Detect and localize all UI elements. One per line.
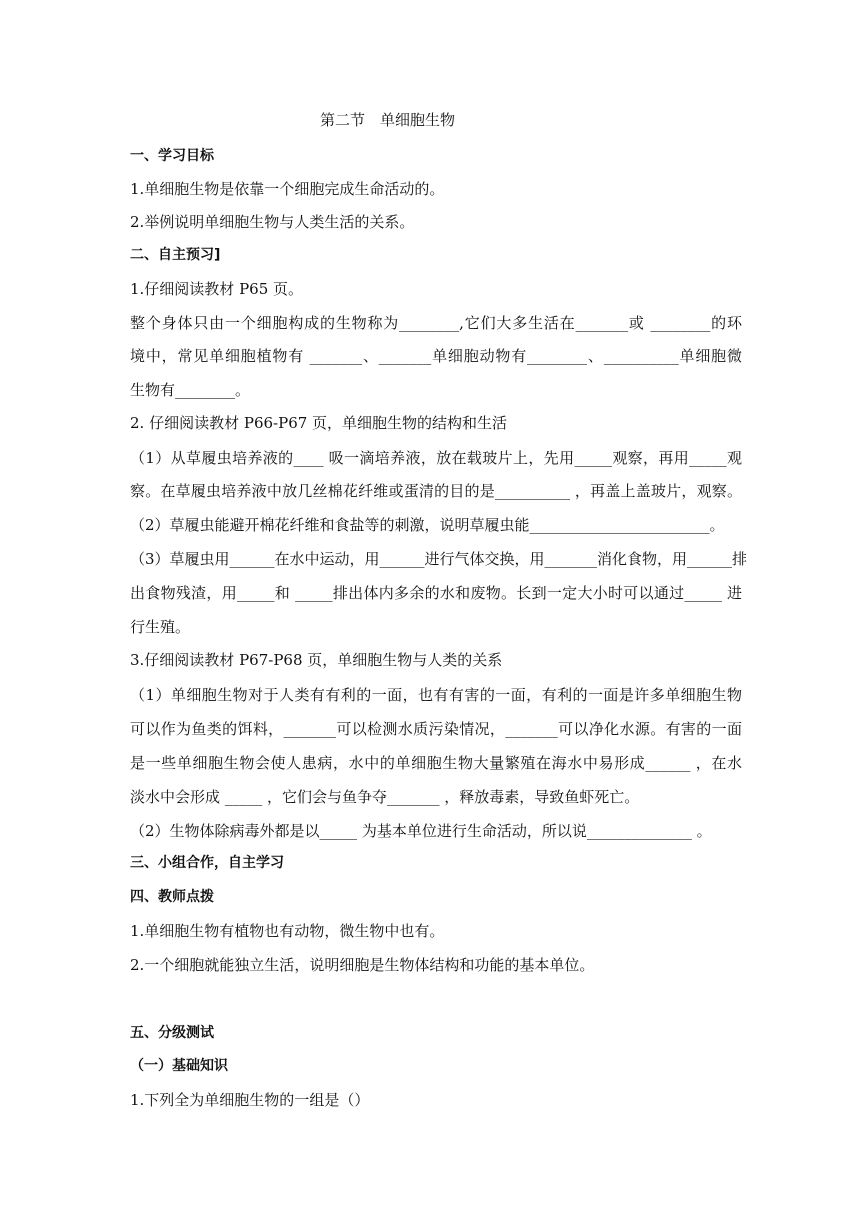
- section-heading: 三、小组合作，自主学习: [130, 855, 284, 871]
- paragraph-line: 察。在草履虫培养液中放几丝棉花纤维或蛋清的目的是__________ ，再盖上盖玻片，观察。: [130, 482, 742, 500]
- paragraph-line: 淡水中会形成 _____ ，它们会与鱼争夺_______ ，释放毒素，导致鱼虾死亡。: [130, 788, 640, 806]
- paragraph-line: 出食物残渣，用_____和 _____排出体内多余的水和废物。长到一定大小时可以通过_____ 进: [130, 584, 742, 602]
- paragraph-line: 可以作为鱼类的饵料，_______可以检测水质污染情况，_______可以净化水源。有害的一面: [130, 720, 742, 738]
- paragraph-line: 行生殖。: [130, 618, 191, 636]
- paragraph-line: 是一些单细胞生物会使人患病，水中的单细胞生物大量繁殖在海水中易形成______ ，在水: [130, 754, 742, 772]
- paragraph-line: （3）草履虫用______在水中运动，用______进行气体交换，用_______消化食物，用______排: [130, 550, 748, 568]
- section-heading: 五、分级测试: [130, 1025, 214, 1041]
- subsection-heading: （一）基础知识: [130, 1058, 228, 1074]
- paragraph-line: （2）草履虫能避开棉花纤维和食盐等的刺激，说明草履虫能________________________。: [130, 516, 725, 534]
- paragraph-line: 生物有________。: [130, 381, 251, 399]
- paragraph-line: （1）从草履虫培养液的____ 吸一滴培养液，放在载玻片上，先用_____观察，再用_____观: [130, 449, 742, 467]
- page-title: 第二节 单细胞生物: [320, 111, 456, 129]
- section-heading: 二、自主预习]: [130, 247, 221, 263]
- paragraph-line: （2）生物体除病毒外都是以_____ 为基本单位进行生命活动，所以说______________ 。: [130, 822, 712, 840]
- paragraph-line: 1.仔细阅读教材 P65 页。: [130, 280, 304, 298]
- paragraph-line: 2.一个细胞就能独立生活，说明细胞是生物体结构和功能的基本单位。: [130, 956, 595, 974]
- paragraph-line: 整个身体只由一个细胞构成的生物称为________,它们大多生活在_______或 ________的环: [130, 314, 742, 332]
- paragraph-line: （1）单细胞生物对于人类有有利的一面，也有有害的一面，有利的一面是许多单细胞生物: [130, 686, 742, 704]
- section-heading: 四、教师点拨: [130, 889, 214, 905]
- question-line: 1.下列全为单细胞生物的一组是（）: [130, 1091, 370, 1109]
- section-heading: 一、学习目标: [130, 148, 214, 164]
- paragraph-line: 1.单细胞生物有植物也有动物，微生物中也有。: [130, 922, 445, 940]
- paragraph-line: 3.仔细阅读教材 P67-P68 页，单细胞生物与人类的关系: [130, 651, 503, 669]
- paragraph-line: 1.单细胞生物是依靠一个细胞完成生命活动的。: [130, 180, 445, 198]
- paragraph-line: 境中，常见单细胞植物有 _______、_______单细胞动物有________、__________单细胞微: [130, 347, 742, 365]
- paragraph-line: 2.举例说明单细胞生物与人类生活的关系。: [130, 213, 415, 231]
- paragraph-line: 2. 仔细阅读教材 P66-P67 页，单细胞生物的结构和生活: [130, 414, 508, 432]
